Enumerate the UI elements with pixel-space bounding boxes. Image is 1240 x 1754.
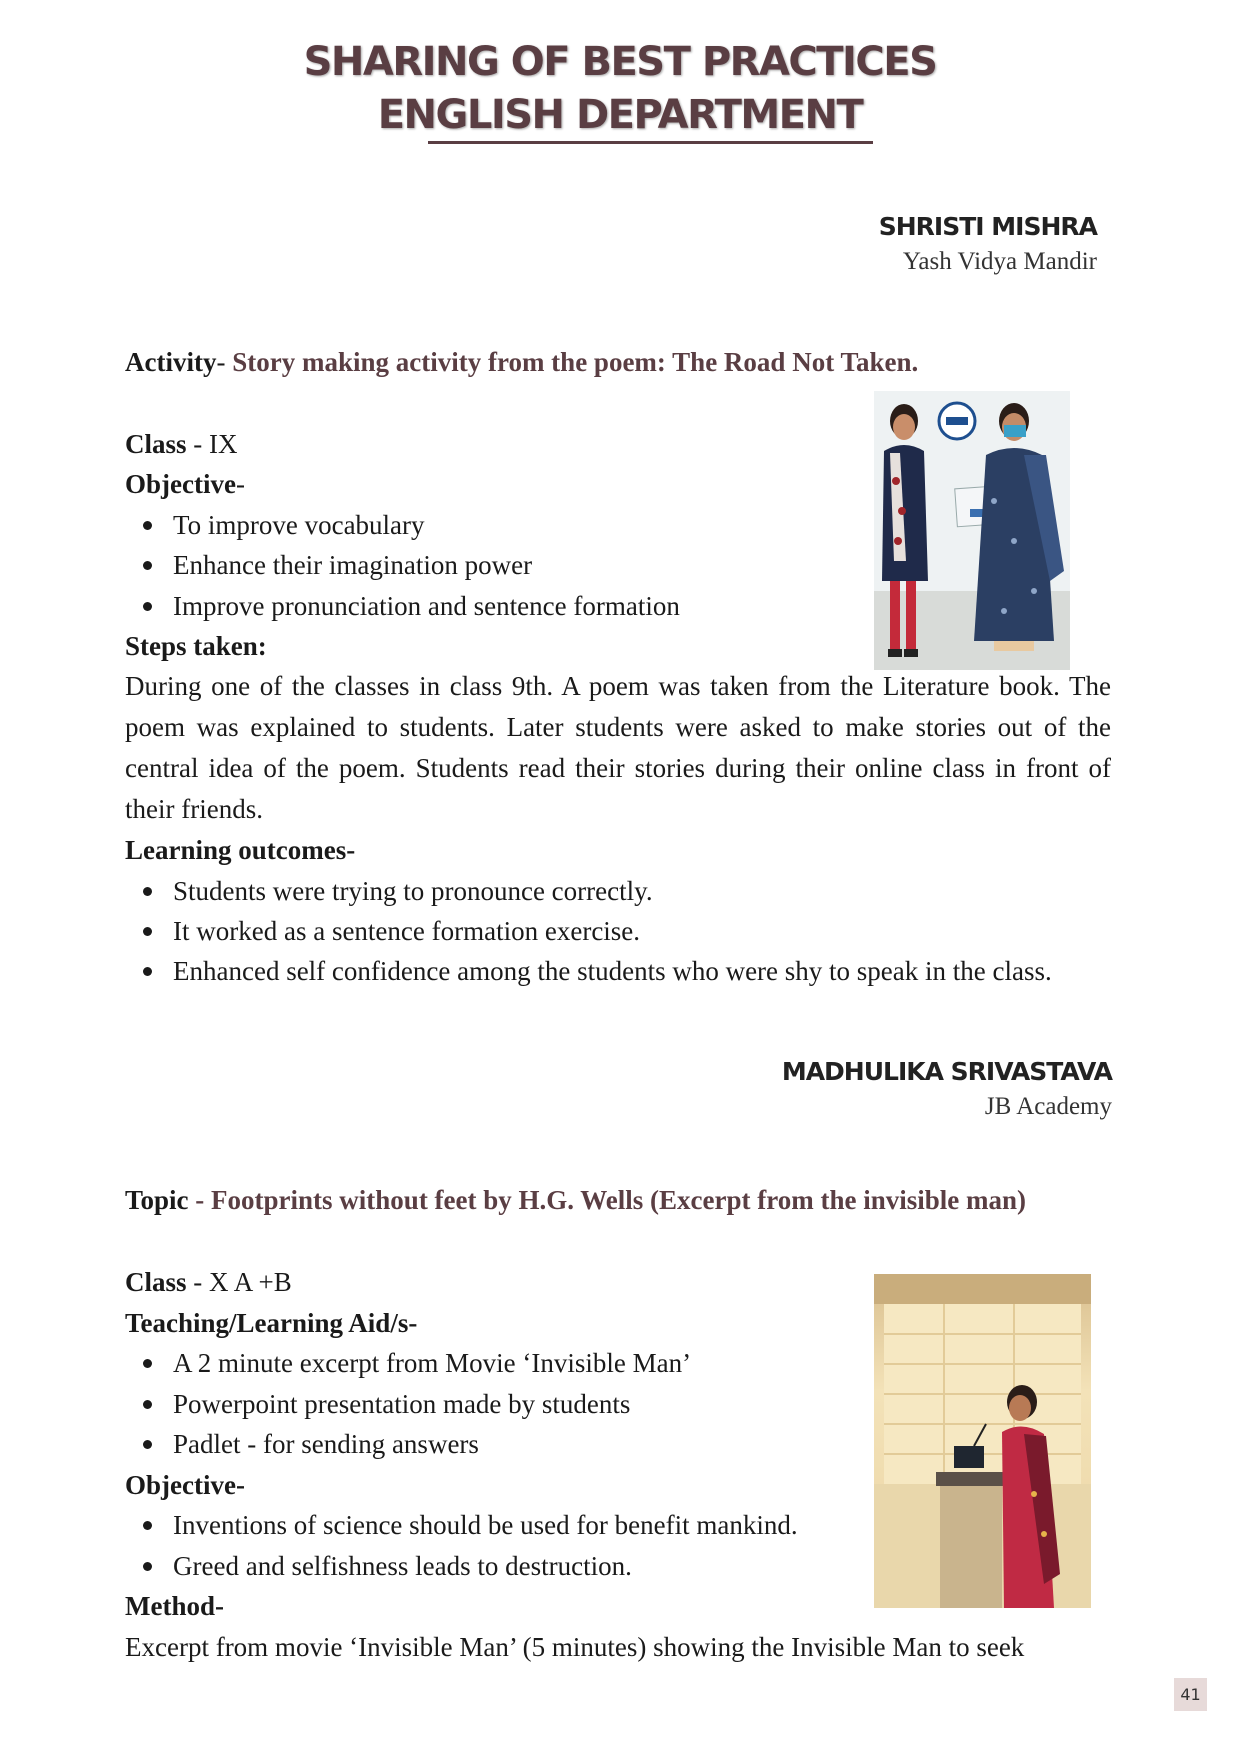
list-item [143, 508, 425, 542]
list-item [143, 1427, 479, 1461]
school-name-1: Yash Vidya Mandir [902, 248, 1097, 275]
bullet-icon [143, 1562, 152, 1571]
list-item [143, 1508, 798, 1542]
lecture-photo-illustration [874, 1274, 1091, 1608]
bullet-icon [143, 887, 152, 896]
objective-text: Improve pronunciation and sentence formation [173, 591, 680, 621]
title-line-2: ENGLISH DEPARTMENT [377, 92, 863, 138]
steps-paragraph: During one of the classes in class 9th. A poem was taken from the Literature book. The poem was explained to students. Later students were asked to make stories out of the central idea of the poem. Students read their stories during their online class in front of their friends. [125, 671, 1111, 824]
outcome-text: Enhanced self confidence among the students who were shy to speak in the class. [173, 956, 1052, 986]
class-line-1: Class - IX [125, 429, 238, 459]
title-underline [428, 141, 873, 144]
list-item [143, 589, 680, 623]
activity-label: Activity [125, 347, 217, 377]
list-item [143, 548, 532, 582]
list-item [143, 1387, 630, 1421]
bullet-icon [143, 1521, 152, 1530]
aids-label: Teaching/Learning Aid/s- [125, 1308, 418, 1338]
objective-label-1: Objective [125, 469, 236, 499]
list-item [143, 1549, 632, 1583]
bullet-icon [143, 561, 152, 570]
steps-label: Steps taken: [125, 631, 267, 661]
objective-line-1: Objective- [125, 469, 245, 499]
page-number: 41 [1174, 1678, 1207, 1711]
author-name-2: MADHULIKA SRIVASTAVA [781, 1057, 1112, 1086]
award-photo-illustration [874, 391, 1070, 670]
objective-text: Enhance their imagination power [173, 550, 533, 580]
method-label: Method- [125, 1591, 224, 1621]
activity-line: Activity- Story making activity from the poem: The Road Not Taken. [125, 347, 919, 377]
bullet-icon [143, 521, 152, 530]
class-value-2: X A +B [209, 1267, 292, 1297]
aid-text: A 2 minute excerpt from Movie ‘Invisible Man’ [173, 1348, 692, 1378]
bullet-icon [143, 1400, 152, 1409]
list-item [143, 914, 640, 948]
school-name-2: JB Academy [984, 1093, 1112, 1120]
method-text: Excerpt from movie ‘Invisible Man’ (5 minutes) showing the Invisible Man to seek [125, 1632, 1025, 1662]
award-photo [874, 391, 1070, 670]
bullet-icon [143, 1359, 152, 1368]
outcomes-label: Learning outcomes- [125, 835, 356, 865]
bullet-icon [143, 927, 152, 936]
activity-title: Story making activity from the poem: The Road Not Taken. [232, 347, 919, 377]
bullet-icon [143, 1440, 152, 1449]
topic-label: Topic [125, 1185, 189, 1215]
list-item [143, 951, 1111, 992]
bullet-icon [143, 967, 152, 976]
aid-text: Padlet - for sending answers [173, 1429, 479, 1459]
class-label-1: Class [125, 429, 187, 459]
list-item [143, 874, 653, 908]
title-line-1: SHARING OF BEST PRACTICES [303, 39, 937, 85]
objective-text: Inventions of science should be used for benefit mankind. [173, 1510, 798, 1540]
topic-line: Topic - Footprints without feet by H.G. Wells (Excerpt from the invisible man) [125, 1185, 1027, 1215]
topic-title: Footprints without feet by H.G. Wells (Excerpt from the invisible man) [211, 1185, 1027, 1215]
class-line-2: Class - X A +B [125, 1267, 292, 1297]
author-name-1: SHRISTI MISHRA [878, 212, 1097, 241]
objective-text: To improve vocabulary [173, 510, 425, 540]
bullet-icon [143, 602, 152, 611]
outcome-text: It worked as a sentence formation exercise. [173, 916, 641, 946]
objective-label-2: Objective- [125, 1470, 245, 1500]
list-item [143, 1346, 691, 1380]
outcome-text: Students were trying to pronounce correctly. [173, 876, 653, 906]
aid-text: Powerpoint presentation made by students [173, 1389, 631, 1419]
objective-text: Greed and selfishness leads to destruction. [173, 1551, 632, 1581]
lecture-photo [874, 1274, 1091, 1608]
class-value-1: IX [209, 429, 238, 459]
class-label-2: Class [125, 1267, 187, 1297]
